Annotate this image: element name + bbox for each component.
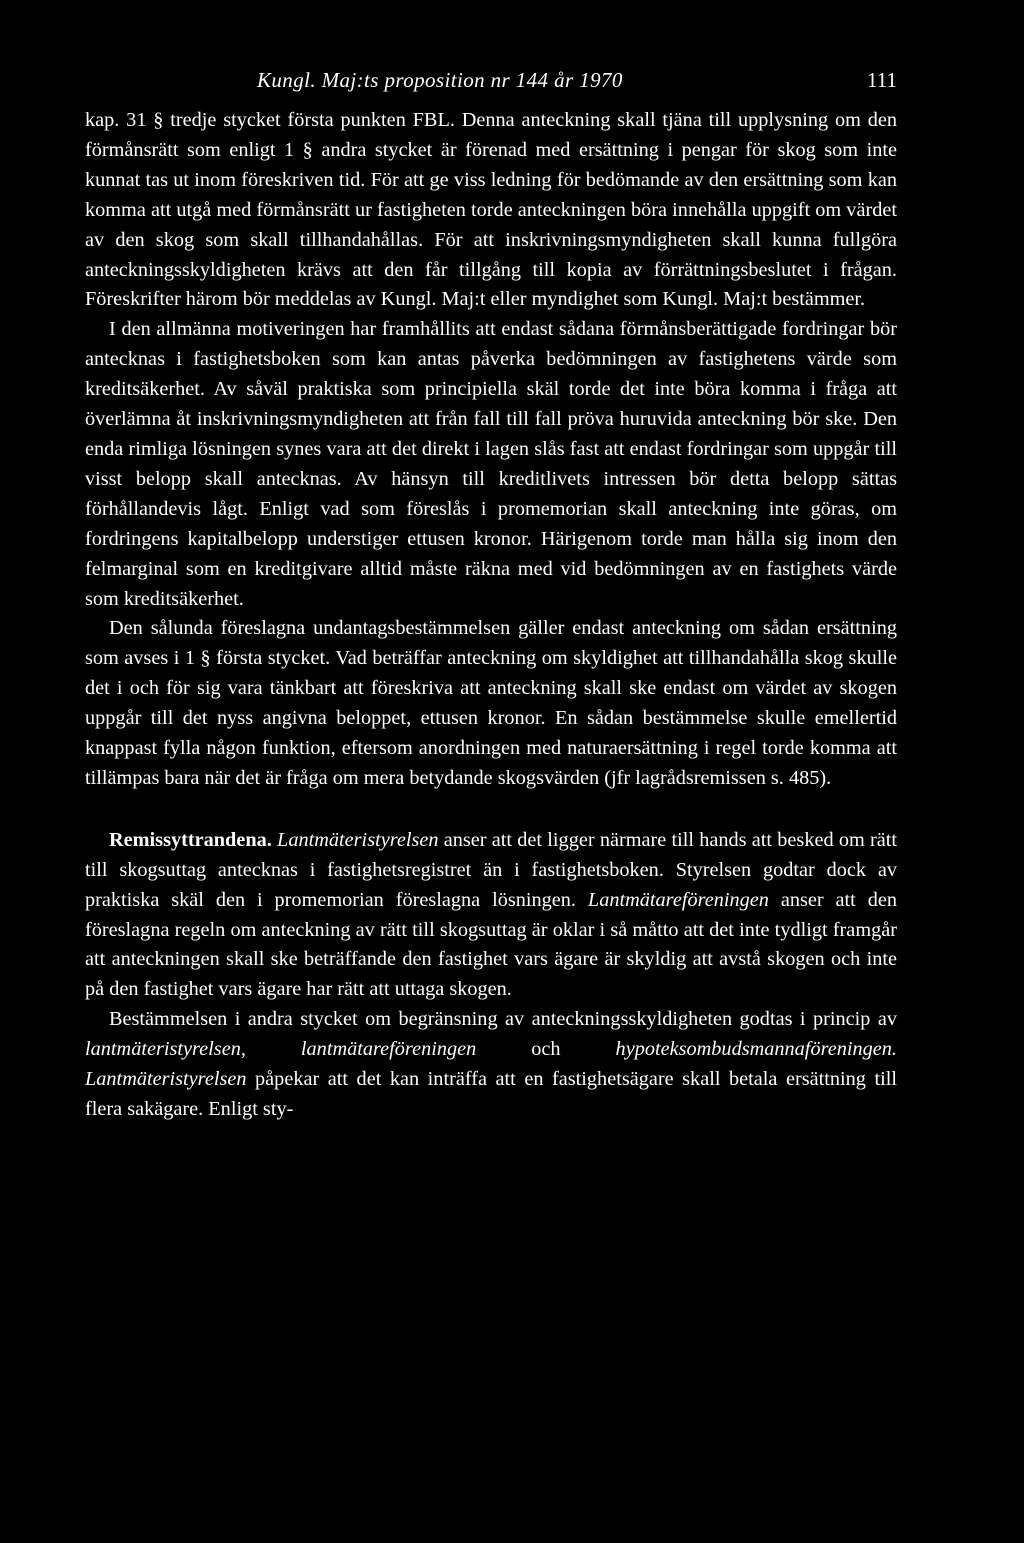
body-text [85,106,897,1125]
text-run: påpekar att det kan inträffa att en fastighetsägare skall betala ersättning till flera sakägare. Enligt sty- [85,1068,897,1120]
section-lead: Remissyttrandena. [109,828,272,851]
text-run: anser att det ligger närmare till hands att besked om rätt till skogsuttag antecknas i fastighetsregistret än i fastighetsboken. Styrelsen godtar dock av praktiska skäl den i promemorian föreslagna lösningen. [85,828,897,911]
text-run: Bestämmelsen i andra stycket om begränsning av anteckningsskyldigheten godtas i princip av [109,1008,897,1031]
emphasis: Lantmätareföreningen [587,888,769,911]
text-run: anser att den föreslagna regeln om anteckning av rätt till skogsuttag är oklar i så måtto att det inte tydligt framgår att anteckningen skall ske beträffande den fastighet vars ägare är skyldig att avstå skogen och inte på den fastighet vars ägare har rätt att uttaga skogen. [85,888,897,1001]
running-title: Kungl. Maj:ts proposition nr 144 år 1970 [257,68,623,92]
document-page [85,68,897,1125]
text-run: och [476,1038,616,1061]
emphasis: hypoteksombudsmannaföreningen. Lantmäteristyrelsen [85,1038,897,1091]
paragraph: I den allmänna motiveringen har framhållits att endast sådana förmånsberättigade fordringar bör antecknas i fastighetsboken som kan antas påverka bedömningen av fastighetens värde som kreditsäkerhet. Av såväl praktiska som principiella skäl torde det inte böra komma i fråga att överlämna åt inskrivningsmyndigheten att från fall till fall pröva huruvida anteckning bör ske. Den enda rimliga lösningen synes vara att det direkt i lagen slås fast att endast fordringar som uppgår till visst belopp skall antecknas. Av hänsyn till kreditlivets intressen bör detta belopp sättas förhållandevis lågt. Enligt vad som föreslås i promemorian skall anteckning inte göras, om fordringens kapitalbelopp understiger ettusen kronor. Härigenom torde man hålla sig inom den felmarginal som en kreditgivare alltid måste räkna med vid bedömningen av en fastighets värde som kreditsäkerhet. [85,318,897,610]
paragraph-remissyttrandena [85,826,897,1005]
page-number: 111 [867,68,897,92]
paragraph [85,1005,897,1125]
paragraph: kap. 31 § tredje stycket första punkten FBL. Denna anteckning skall tjäna till upplysning om den förmånsrätt som enligt 1 § andra stycket är förenad med ersättning i pengar för skog som inte kunnat tas ut inom föreskriven tid. För att ge viss ledning för bedömande av den ersättning som kan komma att utgå med förmånsrätt ur fastigheten torde anteckningen böra innehålla uppgift om värdet av den skog som skall tillhandahållas. För att inskrivningsmyndigheten skall kunna fullgöra anteckningsskyldigheten krävs att den får tillgång till kopia av förrättningsbeslutet i frågan. Föreskrifter härom bör meddelas av Kungl. Maj:t eller myndighet som Kungl. Maj:t bestämmer. [85,109,897,311]
page-header [85,68,897,106]
emphasis: Lantmäteristyrelsen [277,828,439,851]
emphasis: lantmäteristyrelsen, lantmätareföreningen [85,1038,477,1061]
paragraph: Den sålunda föreslagna undantagsbestämmelsen gäller endast anteckning om sådan ersättning som avses i 1 § första stycket. Vad beträffar anteckning om skyldighet att tillhandahålla skog skulle det i och för sig vara tänkbart att föreskriva att anteckning skall ske endast om värdet av skogen uppgår till det nyss angivna beloppet, ettusen kronor. En sådan bestämmelse skulle emellertid knappast fylla någon funktion, eftersom anordningen med naturaersättning i regel torde komma att tillämpas bara när det är fråga om mera betydande skogsvärden (jfr lagrådsremissen s. 485). [85,617,897,789]
